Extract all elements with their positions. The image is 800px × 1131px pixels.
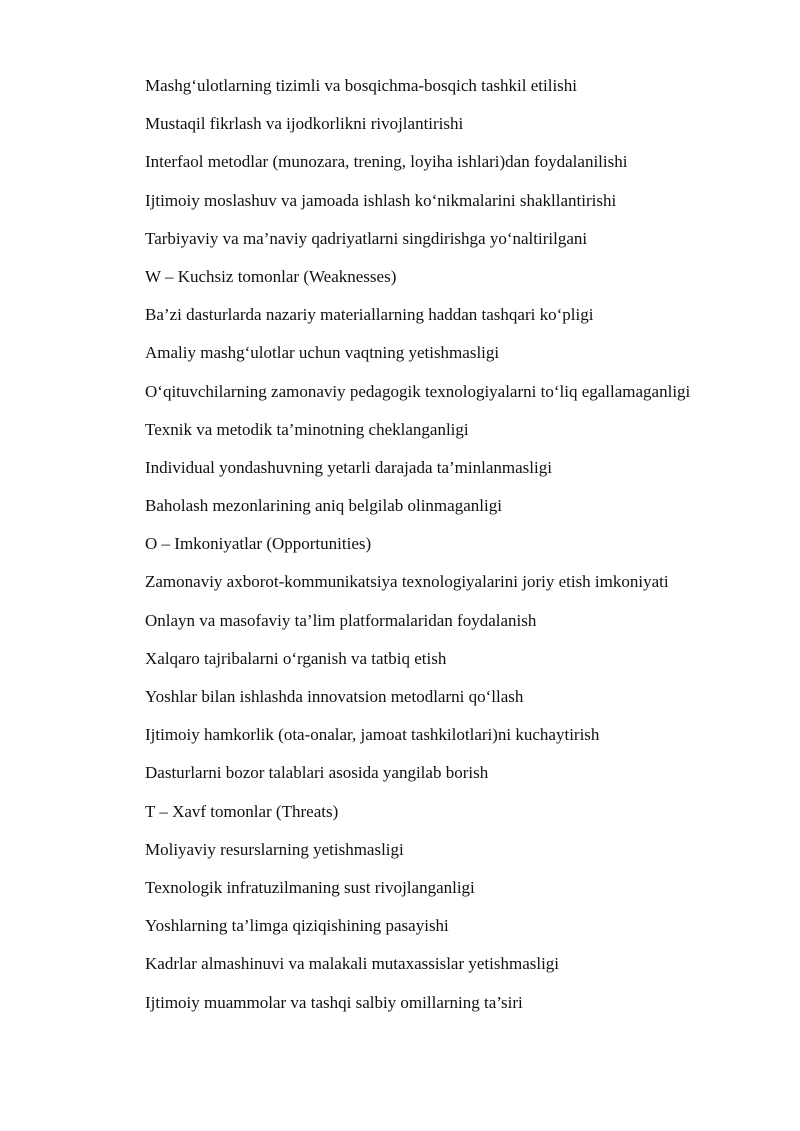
paragraph-opportunity-4: Yoshlar bilan ishlashda innovatsion metodlarni qo‘llash bbox=[145, 687, 524, 706]
paragraph-opportunity-2: Onlayn va masofaviy ta’lim platformalaridan foydalanish bbox=[145, 610, 537, 630]
paragraph-threat-2: Texnologik infratuzilmaning sust rivojlanganligi bbox=[145, 877, 475, 897]
paragraph-strength-3: Interfaol metodlar (munozara, trening, loyiha ishlari)dan foydalanilishi bbox=[145, 152, 628, 172]
paragraph-strength-2: Mustaqil fikrlash va ijodkorlikni rivojlantirishi bbox=[145, 114, 464, 134]
paragraph-threat-4: Kadrlar almashinuvi va malakali mutaxassislar yetishmasligi bbox=[145, 954, 560, 974]
paragraph-opportunity-3: Xalqaro tajribalarni o‘rganish va tatbiq etish bbox=[145, 648, 447, 668]
paragraph-weakness-6: Baholash mezonlarining aniq belgilab olinmaganligi bbox=[145, 496, 502, 516]
document-body bbox=[114, 75, 734, 1030]
paragraph-threat-5: Ijtimoiy muammolar va tashqi salbiy omillarning ta’siri bbox=[145, 992, 523, 1012]
paragraph-threat-1: Moliyaviy resurslarning yetishmasligi bbox=[145, 839, 404, 859]
paragraph-strength-1: Mashg‘ulotlarning tizimli va bosqichma-bosqich tashkil etilishi bbox=[145, 76, 578, 95]
paragraph-threat-3: Yoshlarning ta’limga qiziqishining pasayishi bbox=[145, 916, 449, 936]
paragraph-strength-4: Ijtimoiy moslashuv va jamoada ishlash ko‘nikmalarini shakllantirishi bbox=[145, 190, 617, 210]
section-heading-threats: T – Xavf tomonlar (Threats) bbox=[145, 801, 339, 821]
paragraph-weakness-2: Amaliy mashg‘ulotlar uchun vaqtning yetishmasligi bbox=[145, 343, 500, 363]
paragraph-opportunity-6: Dasturlarni bozor talablari asosida yangilab borish bbox=[145, 763, 489, 783]
paragraph-weakness-1: Ba’zi dasturlarda nazariy materiallarning haddan tashqari ko‘pligi bbox=[145, 305, 594, 325]
section-heading-opportunities: O – Imkoniyatlar (Opportunities) bbox=[145, 534, 372, 554]
paragraph-opportunity-5: Ijtimoiy hamkorlik (ota-onalar, jamoat tashkilotlari)ni kuchaytirish bbox=[145, 725, 600, 745]
paragraph-opportunity-1: Zamonaviy axborot-kommunikatsiya texnologiyalarini joriy etish imkoniyati bbox=[145, 572, 669, 592]
paragraph-weakness-3: O‘qituvchilarning zamonaviy pedagogik texnologiyalarni to‘liq egallamaganligi bbox=[145, 381, 691, 401]
paragraph-weakness-5: Individual yondashuvning yetarli darajada ta’minlanmasligi bbox=[145, 457, 552, 477]
paragraph-weakness-4: Texnik va metodik ta’minotning cheklanganligi bbox=[145, 419, 469, 439]
paragraph-strength-5: Tarbiyaviy va ma’naviy qadriyatlarni singdirishga yo‘naltirilgani bbox=[145, 228, 588, 248]
section-heading-weaknesses: W – Kuchsiz tomonlar (Weaknesses) bbox=[145, 266, 397, 286]
